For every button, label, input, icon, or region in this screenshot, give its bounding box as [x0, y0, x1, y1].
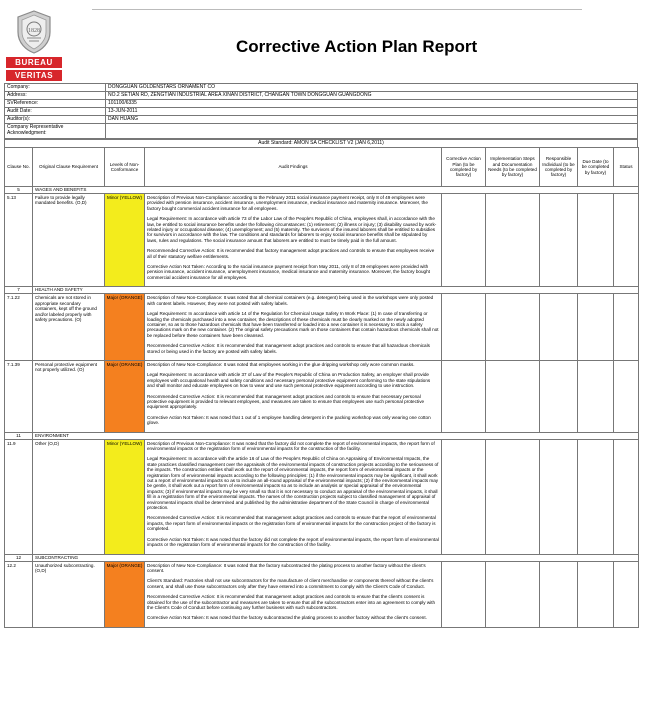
- audit-findings: [145, 561, 442, 627]
- finding-paragraph: Description of New Non-Compliance: It was noted that employees working in the glue dripping workshop only wore common masks.: [147, 361, 415, 367]
- col-header-responsible: Responsible Individual (to be completed by factory): [540, 148, 578, 187]
- responsible-cell: [540, 194, 578, 287]
- clause-number: 12.2: [5, 561, 33, 627]
- finding-row: [5, 294, 639, 361]
- bureau-veritas-seal-icon: [15, 10, 53, 54]
- finding-row: [5, 561, 639, 627]
- finding-paragraph: Recommended Corrective Action: It is recommended that factory management adopt practices and controls to ensure that employees receive all of their statutory welfare entitlements.: [147, 248, 435, 259]
- section-row: [5, 554, 639, 561]
- info-row: [5, 84, 638, 92]
- finding-paragraph: Recommended Corrective Action: It is recommended that management adopt practices and controls to ensure that necessary personal protective equipment is provided to relevant employees, and measures are taken to ensure that employees use such personal protective equipment appropriately.: [147, 393, 425, 410]
- audit-info-table: [4, 83, 638, 139]
- info-value: DAN HUANG: [106, 116, 638, 124]
- finding-paragraph: Corrective Action Not Taken: It was noted that 1 out of 1 employee handling detergent in the packing workshop was only wearing one cotton glove.: [147, 414, 431, 426]
- section-title: WAGES AND BENEFITS: [33, 187, 639, 194]
- section-row: [5, 432, 639, 439]
- section-number: 5: [5, 187, 33, 194]
- implementation-cell: [486, 360, 540, 432]
- column-header-row: [5, 148, 639, 187]
- responsible-cell: [540, 294, 578, 361]
- finding-paragraph: Recommended Corrective Action: It is recommended that management adopt practices and controls to ensure that all hazardous chemicals stored or being used in the factory are posted with safety labels.: [147, 343, 430, 354]
- info-value: [106, 124, 638, 139]
- due-date-cell: [578, 561, 614, 627]
- section-row: [5, 187, 639, 194]
- status-cell: [614, 294, 639, 361]
- responsible-cell: [540, 439, 578, 554]
- nonconformance-level: Major (ORANGE): [105, 561, 145, 627]
- finding-paragraph: Description of Previous Non-Compliance: according to the February 2011 social insurance payment receipt, only 8 of 49 employees were provided with pension insurance, accident insurance, unemployment insurance, medical insurance and maternity insurance. Moreover, the factory bought commercial accident insurance for all employees.: [147, 195, 428, 211]
- clause-requirement: Other (O,D): [33, 439, 105, 554]
- info-label: Company:: [5, 84, 106, 92]
- finding-paragraph: Legal Requirement: In accordance with article 37 of Law of the People's Republic of China on Production Safety, an employer shall provide employees with occupational health and safety conditions and necessary personal protective equipment conforming to the state stipulations and shall monitor and educate employees on how to wear and use such personal protective equipment according to use instruction.: [147, 372, 431, 389]
- finding-row: [5, 439, 639, 554]
- cap-body: [5, 187, 639, 628]
- col-header-due: Due Date (to be completed by factory): [578, 148, 614, 187]
- finding-paragraph: Corrective Action Not Taken: It was noted that the factory subcontracted the plating process to another factory without the client's consent.: [147, 615, 427, 621]
- brand-line-2: VERITAS: [6, 70, 62, 81]
- brand-line-1: BUREAU: [6, 57, 62, 68]
- nonconformance-level: Minor (YELLOW): [105, 194, 145, 287]
- info-label: Audit Date:: [5, 108, 106, 116]
- cap-table: [4, 147, 639, 628]
- top-rule: [92, 9, 582, 10]
- due-date-cell: [578, 194, 614, 287]
- info-row: [5, 124, 638, 139]
- finding-paragraph: Recommended Corrective Action: It is recommended that management adopt practices and controls to ensure that the client's consent is obtained for the use of the subcontractor and measures are taken to ensure that all the subcontractors enter into an agreement to comply with the Client's Code of Conduct before continuing any further business with such subcontractors.: [147, 594, 436, 610]
- info-value: DONGGUAN GOLDENSTARS ORNAMENT CO: [106, 84, 638, 92]
- section-title: ENVIRONMENT: [33, 432, 639, 439]
- finding-paragraph: Client's Standard: Factories shall not use subcontractors for the manufacture of client merchandise or components thereof without the client's consent, and shall use those subcontractors only after they have entered into a commitment to comply with the Client's Code of Conduct.: [147, 578, 434, 589]
- info-row: [5, 116, 638, 124]
- implementation-cell: [486, 194, 540, 287]
- col-header-clause: Clause No.: [5, 148, 33, 187]
- clause-requirement: Chemicals are not stored in appropriate secondary containers, kept off the ground and/or labeled properly with safety precautions. (O): [33, 294, 105, 361]
- col-header-cap: Corrective Action Plan (to be completed by factory): [442, 148, 486, 187]
- due-date-cell: [578, 439, 614, 554]
- col-header-level: Levels of Non-Conformance: [105, 148, 145, 187]
- info-row: [5, 100, 638, 108]
- finding-paragraph: Legal Requirement: In accordance with the article 16 of Law of the People's Republic of China on Appraising of Environmental Impacts, the state practices classified management over the appraisals of the environmental impacts of construction projects according to the seriousness of the impacts. The construction entities shall work out the report of environmental impacts, the report form of environmental impacts or the registration form of environmental impacts according to the following principles: (1) if the environmental impacts may be significant, it shall work out a report of environmental impacts so as to include an all-round appraisal of the environmental impacts; (2) if the environmental impacts may be gentle, it shall work out a report form of environmental impacts so as to include an analysis or special appraisal of the environmental impacts; (3) if environmental impacts may be very small so that it is not necessary to conduct an appraisal of the environmental impacts, it shall fill in a registration form of the environmental impacts. The names of the construction projects subject to classified management of appraisal of environmental impacts shall be determined and published by the administrative department of the State Council in charge of environmental protection.: [147, 456, 439, 511]
- responsible-cell: [540, 561, 578, 627]
- cap-cell: [442, 194, 486, 287]
- audit-findings: [145, 360, 442, 432]
- finding-row: [5, 194, 639, 287]
- status-cell: [614, 360, 639, 432]
- cap-cell: [442, 439, 486, 554]
- audit-standard: Audit Standard: AMON SA CHECKLIST V2 (JAN 6,2011): [4, 139, 638, 147]
- svg-text:1828: 1828: [28, 28, 40, 34]
- info-value: 101100/6335: [106, 100, 638, 108]
- finding-paragraph: Legal Requirement: In accordance with article 14 of the Regulation for Chemical Usage Safety In Work Place: (1) In case of transferring or loading the chemicals purchased into a new container, the descriptions of these chemicals must be clearly marked on the newly adopted container, so as to those hazardous chemicals that have been transferred or loaded into a new container it is necessary to stick a safety precautions mark on the new container. (2) The original safety precautions mark on those containers that contain hazardous chemicals shall not be replaced before these containers have been cleansed.: [147, 311, 439, 338]
- info-value: NO.2 SETIAN RD, ZENGTIAN INDUSTRIAL AREA XINAN DISTRICT, CHANGAN TOWN DONGGUAN GUANGDONG: [106, 92, 638, 100]
- info-label: SVReference:: [5, 100, 106, 108]
- info-label: Company Representative Acknowledgment:: [5, 124, 106, 139]
- audit-findings: [145, 294, 442, 361]
- finding-paragraph: Corrective Action Not Taken: According to the social insurance payment receipt from May 2011, only 8 of 39 employees were provided with pension insurance, accident insurance, unemployment insurance, medical insurance and maternity insurance. Moreover, the factory bought commercial accident insurance for all employees.: [147, 264, 430, 280]
- clause-requirement: Personal protective equipment not properly utilized. (O): [33, 360, 105, 432]
- clause-requirement: Failure to provide legally mandated benefits. (O,D): [33, 194, 105, 287]
- clause-requirement: Unauthorized subcontracting. (O,D): [33, 561, 105, 627]
- clause-number: 7.1.39: [5, 360, 33, 432]
- finding-paragraph: Corrective Action Not Taken: It was noted that the factory did not complete the report of environmental impacts, the report form of environmental impacts or the registration form of environmental impacts for the construction of the facility.: [147, 536, 439, 548]
- cap-cell: [442, 360, 486, 432]
- status-cell: [614, 561, 639, 627]
- finding-paragraph: Description of New Non-Compliance: It was noted that all chemical containers (e.g. detergent) being used in the workshops were only posted with content labels. However, they were not posted with safety labels.: [147, 295, 434, 306]
- info-row: [5, 92, 638, 100]
- due-date-cell: [578, 294, 614, 361]
- audit-findings: [145, 194, 442, 287]
- nonconformance-level: Minor (YELLOW): [105, 439, 145, 554]
- clause-number: 5.13: [5, 194, 33, 287]
- status-cell: [614, 439, 639, 554]
- clause-number: 7.1.22: [5, 294, 33, 361]
- finding-row: [5, 360, 639, 432]
- status-cell: [614, 194, 639, 287]
- implementation-cell: [486, 561, 540, 627]
- report-title: Corrective Action Plan Report: [236, 37, 478, 56]
- section-number: 11: [5, 432, 33, 439]
- finding-paragraph: Legal Requirement: In accordance with article 73 of the Labor Law of the People's Republic of China, employees shall, in accordance with the law, be entitled to social insurance benefits under the following circumstances: (1) retirement; (2) illness or injury; (3) disability caused by work-related injury or occupational disease; (4) unemployment; and (5) maternity. The survivors of the insured laborers shall be entitled to subsidies for survivors in accordance with the law. The conditions and standards for laborers to enjoy social insurance benefits shall be stipulated by laws, rules and regulations. The social insurance amount that laborers are entitled to must be timely paid in the full amount.: [147, 216, 437, 243]
- bureau-veritas-logo: [6, 10, 62, 84]
- finding-paragraph: Recommended Corrective Action: It is recommended that management adopt practices and controls to ensure that the report of environmental impacts, the report form of environmental impacts or the registration form of environmental impacts for the construction project of the factory is completed.: [147, 515, 436, 532]
- info-row: [5, 108, 638, 116]
- audit-findings: [145, 439, 442, 554]
- implementation-cell: [486, 439, 540, 554]
- col-header-findings: Audit Findings: [145, 148, 442, 187]
- due-date-cell: [578, 360, 614, 432]
- cap-cell: [442, 561, 486, 627]
- info-value: 13-JUN-2011: [106, 108, 638, 116]
- clause-number: 11.9: [5, 439, 33, 554]
- section-number: 12: [5, 554, 33, 561]
- cap-cell: [442, 294, 486, 361]
- finding-paragraph: Description of Previous Non-Compliance: It was noted that the factory did not complete the report of environmental impacts, the report form of environmental impacts or the registration form of environmental impacts for the construction of the facility.: [147, 440, 435, 451]
- info-label: Address:: [5, 92, 106, 100]
- section-title: HEALTH AND SAFETY: [33, 287, 639, 294]
- section-title: SUBCONTRACTING: [33, 554, 639, 561]
- col-header-status: Status: [614, 148, 639, 187]
- info-label: Auditor(s):: [5, 116, 106, 124]
- nonconformance-level: Major (ORANGE): [105, 294, 145, 361]
- section-row: [5, 287, 639, 294]
- finding-paragraph: Description of New Non-Compliance: It was noted that the factory subcontracted the plating process to another factory without the client's consent.: [147, 562, 426, 573]
- nonconformance-level: Major (ORANGE): [105, 360, 145, 432]
- col-header-implementation: Implementation Steps and Documentation Needs (to be completed by factory): [486, 148, 540, 187]
- section-number: 7: [5, 287, 33, 294]
- col-header-requirement: Original Clause Requirement: [33, 148, 105, 187]
- implementation-cell: [486, 294, 540, 361]
- responsible-cell: [540, 360, 578, 432]
